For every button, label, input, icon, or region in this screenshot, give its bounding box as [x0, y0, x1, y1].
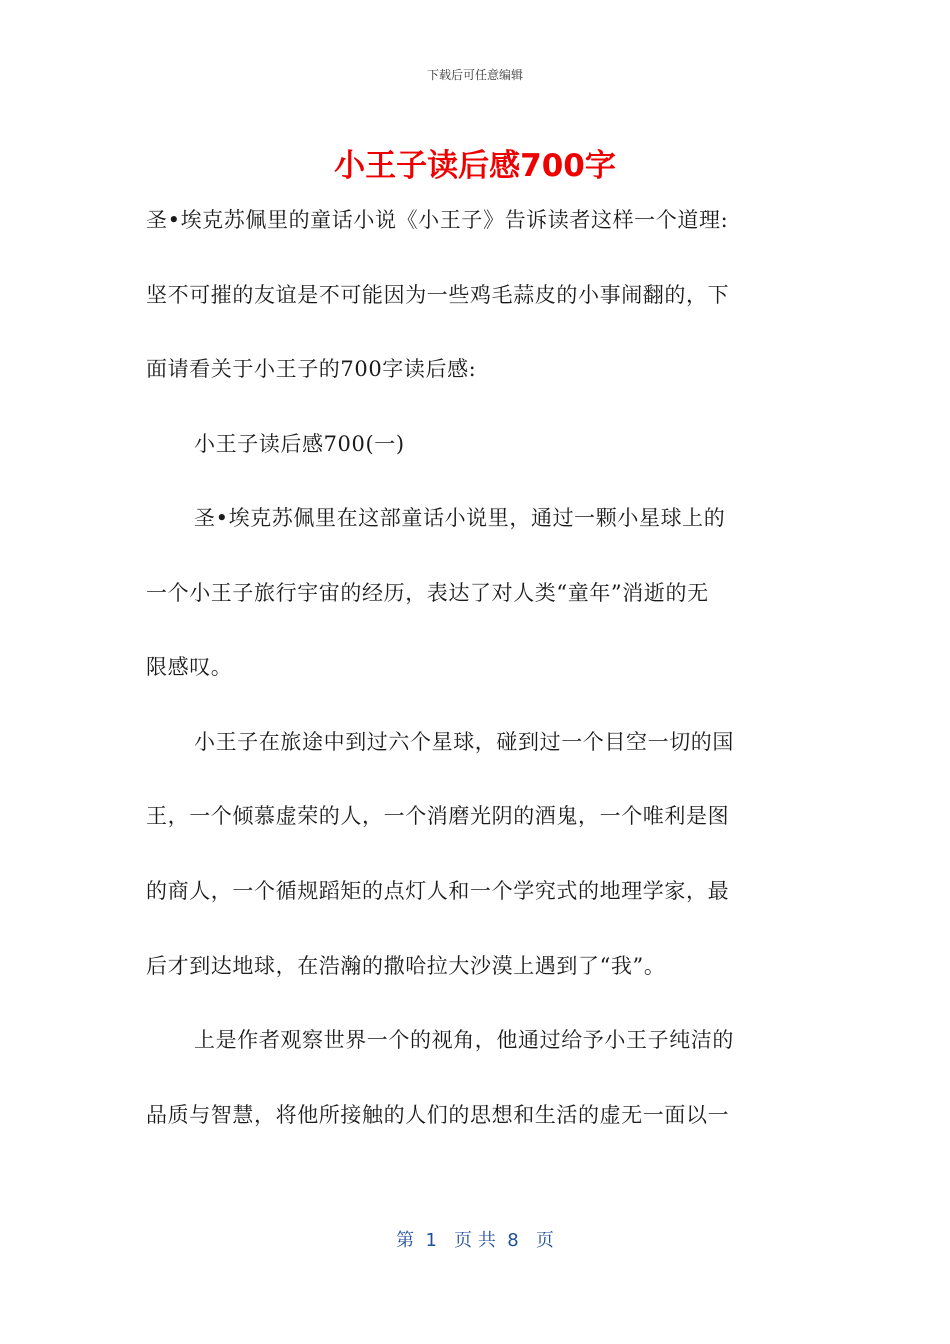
body-line: 一个小王子旅行宇宙的经历，表达了对人类“童年”消逝的无 [146, 581, 709, 605]
body-line: 圣•埃克苏佩里在这部童话小说里，通过一颗小星球上的 [194, 506, 726, 530]
body-line: 坚不可摧的友谊是不可能因为一些鸡毛蒜皮的小事闹翻的，下 [146, 283, 730, 307]
body-line: 小王子在旅途中到过六个星球，碰到过一个目空一切的国 [194, 730, 734, 754]
page-footer: 第 1 页 共 8 页 [396, 1230, 554, 1251]
body-line: 王，一个倾慕虚荣的人，一个消磨光阴的酒鬼，一个唯利是图 [146, 804, 730, 828]
header-note: 下载后可任意编辑 [426, 68, 523, 82]
body-line: 限感叹。 [146, 655, 233, 679]
body-line: 的商人，一个循规蹈矩的点灯人和一个学究式的地理学家，最 [146, 879, 730, 903]
body-line: 品质与智慧，将他所接触的人们的思想和生活的虚无一面以一 [146, 1103, 730, 1127]
body-line: 上是作者观察世界一个的视角，他通过给予小王子纯洁的 [194, 1028, 734, 1052]
body-line: 后才到达地球，在浩瀚的撒哈拉大沙漠上遇到了“我”。 [146, 954, 666, 978]
body-line: 圣•埃克苏佩里的童话小说《小王子》告诉读者这样一个道理: [146, 208, 729, 232]
document-title: 小王子读后感700字 [334, 148, 616, 184]
section-heading: 小王子读后感700(一) [194, 432, 405, 456]
body-line: 面请看关于小王子的700字读后感: [146, 357, 477, 381]
